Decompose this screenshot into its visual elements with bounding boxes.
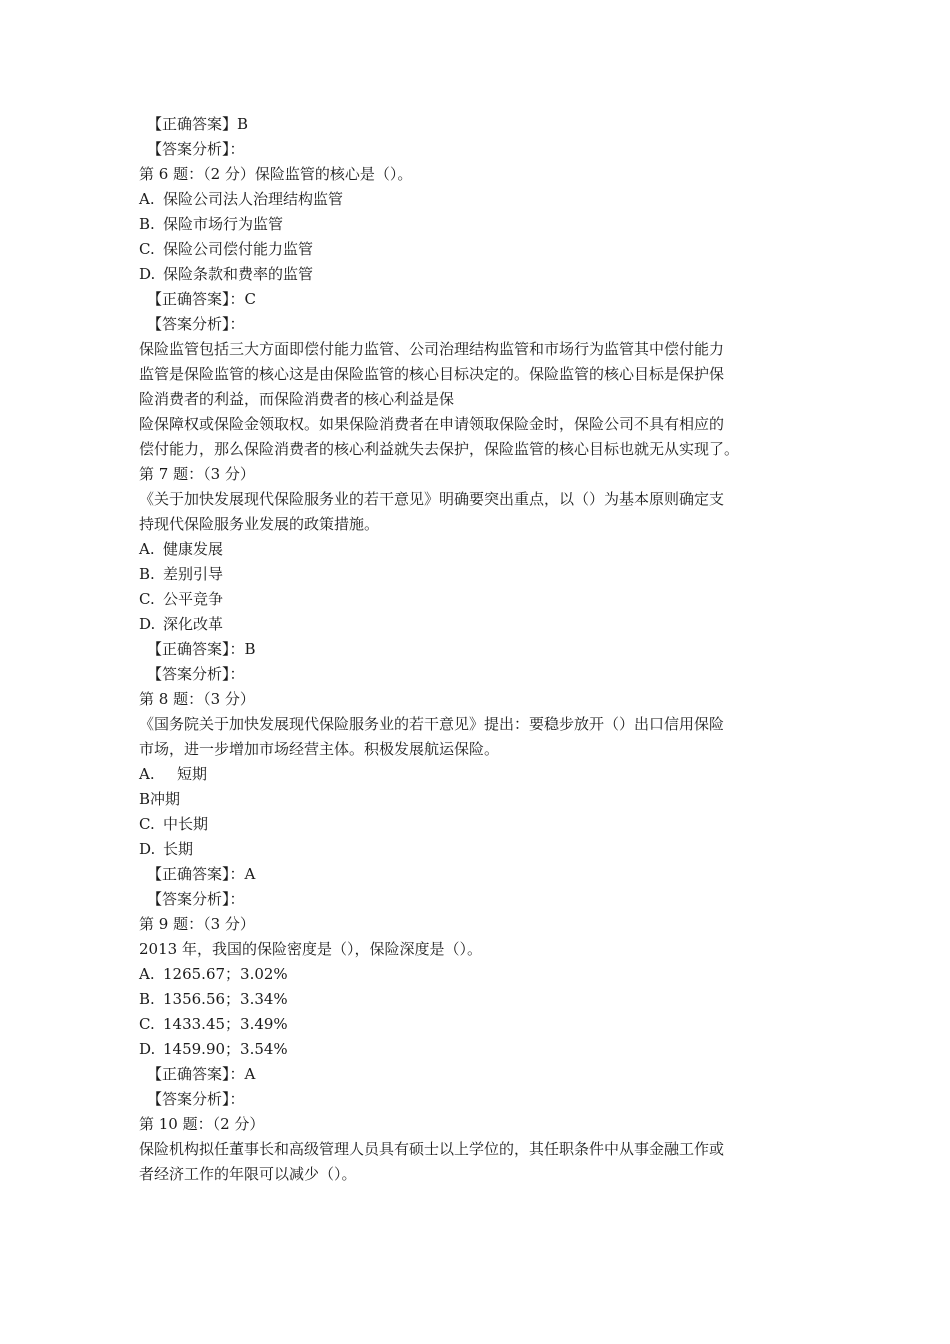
option-text: 保险公司法人治理结构监管 [163,190,344,208]
option-a [139,187,819,212]
answer-analysis: 【答案分析】： [147,890,245,908]
correct-answer: 【正确答案】：A [147,1065,256,1083]
option-text: 冲期 [150,790,181,808]
correct-answer: 【正确答案】：C [147,290,256,308]
document-content [139,112,819,1187]
option-text: 1459.90；3.54% [163,1040,288,1058]
question-10 [139,1112,819,1187]
question-stem-line: 《国务院关于加快发展现代保险服务业的若干意见》提出：要稳步放开（）出口信用保险 [139,715,725,733]
correct-answer: 【正确答案】：A [147,865,256,883]
question-9 [139,912,819,1112]
option-letter: C. [139,1015,155,1033]
option-text: 深化改革 [163,615,224,633]
option-text: 保险市场行为监管 [163,215,284,233]
question-stem-line: 《关于加快发展现代保险服务业的若干意见》明确要突出重点，以（）为基本原则确定支 [139,490,725,508]
explanation-line: 保险监管包括三大方面即偿付能力监管、公司治理结构监管和市场行为监管其中偿付能力 [139,340,725,358]
option-letter: D. [139,840,156,858]
option-letter: C. [139,815,155,833]
question-heading: 第 7 题：（3 分） [139,465,255,483]
option-a [139,962,819,987]
correct-answer: 【正确答案】B [147,115,249,133]
option-letter: C. [139,240,155,258]
option-text: 1433.45；3.49% [163,1015,288,1033]
option-letter: D. [139,265,156,283]
option-letter: A. [139,965,155,983]
explanation-paragraph [139,337,819,462]
explanation-line: 险消费者的利益，而保险消费者的核心利益是保 [139,390,455,408]
explanation-line: 险保障权或保险金领取权。如果保险消费者在申请领取保险金时，保险公司不具有相应的 [139,415,725,433]
option-text: 保险公司偿付能力监管 [163,240,314,258]
option-letter: B. [139,990,155,1008]
option-text: 短期 [177,765,208,783]
option-a [139,537,819,562]
question-heading: 第 8 题：（3 分） [139,690,255,708]
question-7 [139,462,819,687]
option-text: 1356.56；3.34% [163,990,288,1008]
question-heading: 第 9 题：（3 分） [139,915,255,933]
correct-answer: 【正确答案】：B [147,640,256,658]
option-b [139,987,819,1012]
option-a [139,762,819,787]
option-letter: B. [139,565,155,583]
option-c [139,237,819,262]
question-stem-line: 者经济工作的年限可以减少（）。 [139,1165,357,1183]
option-text: 公平竞争 [163,590,224,608]
answer-analysis: 【答案分析】： [147,140,245,158]
option-text: 中长期 [163,815,209,833]
option-letter: A. [139,765,155,783]
question-stem-line: 持现代保险服务业发展的政策措施。 [139,515,380,533]
option-text: 1265.67；3.02% [163,965,288,983]
answer-analysis: 【答案分析】： [147,1090,245,1108]
question-stem-line: 保险机构拟任董事长和高级管理人员具有硕士以上学位的，其任职条件中从事金融工作或 [139,1140,725,1158]
option-text: 保险条款和费率的监管 [163,265,314,283]
question-8 [139,687,819,912]
option-letter: B. [139,215,155,233]
answer-analysis: 【答案分析】： [147,315,245,333]
option-c [139,1012,819,1037]
option-letter: D. [139,615,156,633]
option-letter: B [139,790,151,808]
option-text: 差别引导 [163,565,224,583]
option-c [139,587,819,612]
explanation-line: 监管是保险监管的核心这是由保险监管的核心目标决定的。保险监管的核心目标是保护保 [139,365,725,383]
option-b [139,562,819,587]
question-stem-line: 2013 年，我国的保险密度是（），保险深度是（）。 [139,940,482,958]
option-d [139,612,819,637]
option-text: 健康发展 [163,540,224,558]
option-b [139,787,819,812]
option-d [139,262,819,287]
question-stem-line: 市场，进一步增加市场经营主体。积极发展航运保险。 [139,740,500,758]
option-letter: D. [139,1040,156,1058]
option-d [139,837,819,862]
question-6 [139,162,819,462]
option-c [139,812,819,837]
answer-analysis: 【答案分析】： [147,665,245,683]
question-heading: 第 6 题：（2 分）保险监管的核心是（）。 [139,165,413,183]
explanation-line: 偿付能力，那么保险消费者的核心利益就失去保护，保险监管的核心目标也就无从实现了。 [139,440,740,458]
option-d [139,1037,819,1062]
option-text: 长期 [163,840,194,858]
option-letter: A. [139,190,155,208]
option-letter: C. [139,590,155,608]
option-letter: A. [139,540,155,558]
option-b [139,212,819,237]
question-heading: 第 10 题：（2 分） [139,1115,265,1133]
